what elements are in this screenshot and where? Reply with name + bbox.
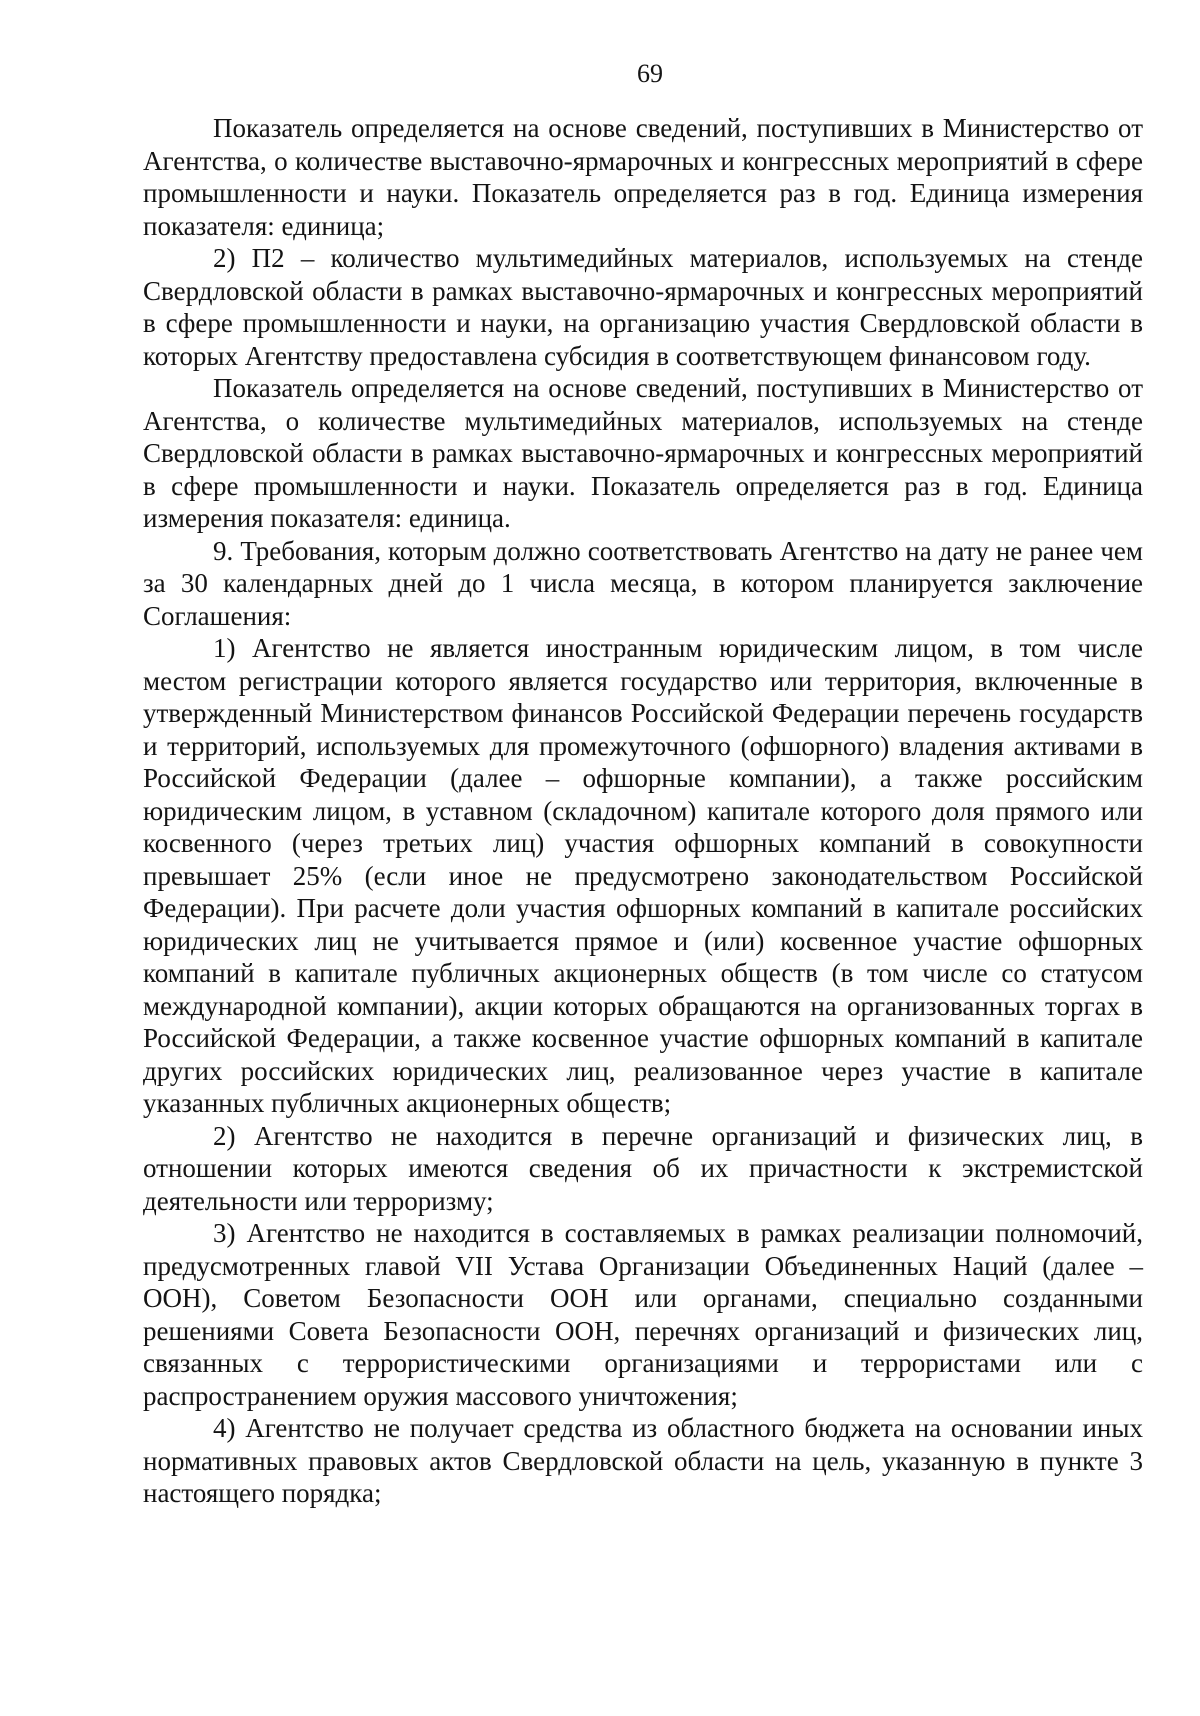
paragraph-indicator-p2: 2) П2 – количество мультимедийных материалов, используемых на стенде Свердловской области в рамках выставочно-ярмарочных и конгрессных мероприятий в сфере промышленности и науки, на организацию участия Свердловской области в которых Агентству предоставлена субсидия в соответствующем финансовом году.: [143, 243, 1143, 371]
paragraph-requirement-1: 1) Агентство не является иностранным юридическим лицом, в том числе местом регистрации которого является государство или территория, включенные в утвержденный Министерством финансов Российской Федерации перечень государств и территорий, используемых для промежуточного (офшорного) владения активами в Российской Федерации (далее – офшорные компании), а также российским юридическим лицом, в уставном (складочном) капитале которого доля прямого или косвенного (через третьих лиц) участия офшорных компаний в совокупности превышает 25% (если иное не предусмотрено законодательством Российской Федерации). При расчете доли участия офшорных компаний в капитале российских юридических лиц не учитывается прямое и (или) косвенное участие офшорных компаний в капитале публичных акционерных обществ (в том числе со статусом международной компании), акции которых обращаются на организованных торгах в Российской Федерации, а также косвенное участие офшорных компаний в капитале других российских юридических лиц, реализованное через участие в капитале указанных публичных акционерных обществ;: [143, 633, 1143, 1118]
paragraph-section-9: 9. Требования, которым должно соответствовать Агентство на дату не ранее чем за 30 календарных дней до 1 числа месяца, в котором планируется заключение Соглашения:: [143, 535, 1143, 631]
paragraph-requirement-3: 3) Агентство не находится в составляемых в рамках реализации полномочий, предусмотренных главой VII Устава Организации Объединенных Наций (далее – ООН), Советом Безопасности ООН или органами, специально созданными решениями Совета Безопасности ООН, перечнях организаций и физических лиц, связанных с террористическими организациями и террористами или с распространением оружия массового уничтожения;: [143, 1218, 1143, 1411]
paragraph-requirement-2: 2) Агентство не находится в перечне организаций и физических лиц, в отношении которых имеются сведения об их причастности к экстремистской деятельности или терроризму;: [143, 1120, 1143, 1216]
paragraph-indicator-2-source: Показатель определяется на основе сведений, поступивших в Министерство от Агентства, о количестве мультимедийных материалов, используемых на стенде Свердловской области в рамках выставочно-ярмарочных и конгрессных мероприятий в сфере промышленности и науки. Показатель определяется раз в год. Единица измерения показателя: единица.: [143, 373, 1143, 533]
paragraph-requirement-4: 4) Агентство не получает средства из областного бюджета на основании иных нормативных правовых актов Свердловской области на цель, указанную в пункте 3 настоящего порядка;: [143, 1413, 1143, 1508]
page-number: 69: [637, 59, 663, 88]
paragraph-indicator-1-source: Показатель определяется на основе сведений, поступивших в Министерство от Агентства, о количестве выставочно-ярмарочных и конгрессных мероприятий в сфере промышленности и науки. Показатель определяется раз в год. Единица измерения показателя: единица;: [143, 113, 1143, 241]
document-body: [143, 112, 1143, 1510]
